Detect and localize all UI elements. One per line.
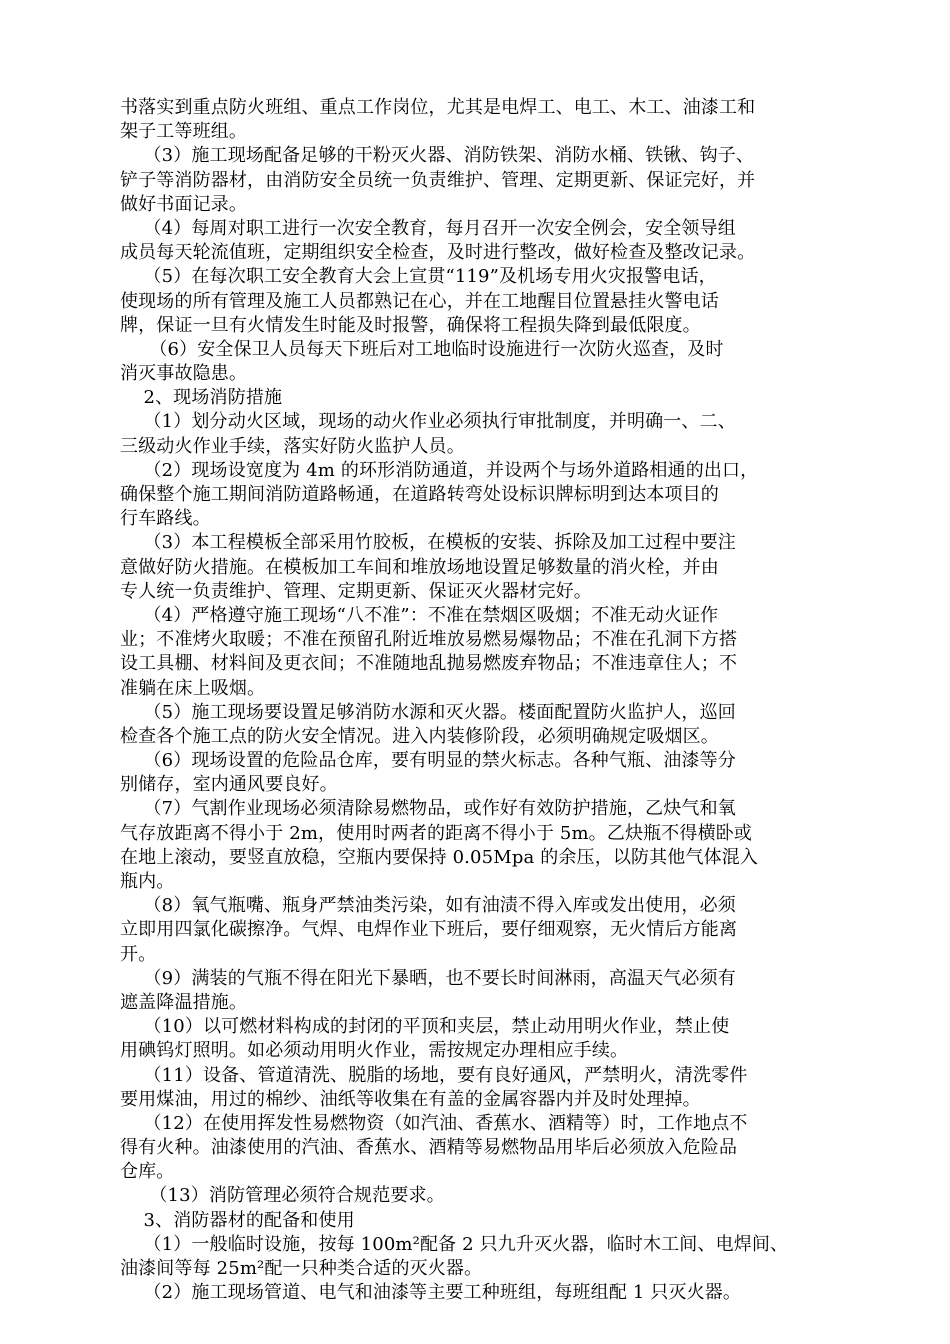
text-line: （12）在使用挥发性易燃物资（如汽油、香蕉水、酒精等）时，工作地点不	[120, 1112, 748, 1134]
text-line: （6）安全保卫人员每天下班后对工地临时设施进行一次防火巡查，及时	[120, 338, 724, 360]
text-line: （8）氧气瓶嘴、瓶身严禁油类污染，如有油渍不得入库或发出使用，必须	[120, 895, 736, 917]
text-line: 确保整个施工期间消防道路畅通，在道路转弯处设标识牌标明到达本项目的	[120, 484, 719, 505]
text-line: （9）满装的气瓶不得在阳光下暴晒，也不要长时间淋雨，高温天气必须有	[120, 967, 736, 989]
text-line: 使现场的所有管理及施工人员都熟记在心，并在工地醒目位置悬挂火警电话	[120, 290, 719, 312]
text-line: （10）以可燃材料构成的封闭的平顶和夹层，禁止动用明火作业，禁止使	[120, 1016, 730, 1038]
text-line: （3）本工程模板全部采用竹胶板，在模板的安装、拆除及加工过程中要注	[120, 532, 736, 554]
text-line: 书落实到重点防火班组、重点工作岗位，尤其是电焊工、电工、木工、油漆工和	[120, 97, 756, 118]
text-line: （3）施工现场配备足够的干粉灭火器、消防铁架、消防水桶、铁锹、钩子、	[120, 145, 755, 167]
text-line: 瓶内。	[120, 871, 175, 892]
document-body	[120, 96, 860, 1305]
text-line: 要用煤油，用过的棉纱、油纸等收集在有盖的金属容器内并及时处理掉。	[120, 1088, 701, 1110]
text-line: 2、现场消防措施	[120, 387, 283, 409]
text-line: （11）设备、管道清洗、脱脂的场地，要有良好通风，严禁明火，清洗零件	[120, 1064, 748, 1086]
text-line: （2）现场设宽度为 4m 的环形消防通道，并设两个与场外道路相通的出口，	[120, 459, 759, 481]
text-line: 专人统一负责维护、管理、定期更新、保证灭火器材完好。	[120, 580, 592, 602]
text-line: （1）一般临时设施，按每 100m²配备 2 只九升灭火器，临时木工间、电焊间、	[120, 1233, 789, 1255]
text-line: 仓库。	[120, 1161, 175, 1183]
text-line: 铲子等消防器材，由消防安全员统一负责维护、管理、定期更新、保证完好，并	[120, 169, 756, 191]
text-line: 3、消防器材的配备和使用	[120, 1209, 355, 1231]
text-line: 在地上滚动，要竖直放稳，空瓶内要保持 0.05Mpa 的余压，以防其他气体混入	[120, 846, 759, 868]
text-line: 检查各个施工点的防火安全情况。进入内装修阶段，必须明确规定吸烟区。	[120, 725, 719, 747]
text-line: 做好书面记录。	[120, 193, 248, 215]
text-line: 别储存，室内通风要良好。	[120, 774, 338, 796]
text-line: 遮盖降温措施。	[120, 991, 248, 1013]
text-line: 三级动火作业手续，落实好防火监护人员。	[120, 435, 465, 457]
text-line: （7）气割作业现场必须清除易燃物品，或作好有效防护措施，乙炔气和氧	[120, 798, 736, 820]
text-line: （4）严格遵守施工现场“八不准”：不准在禁烟区吸烟；不准无动火证作	[120, 604, 719, 626]
text-line: 准躺在床上吸烟。	[120, 677, 266, 699]
text-line: 立即用四氯化碳擦净。气焊、电焊作业下班后，要仔细观察，无火情后方能离	[120, 919, 738, 941]
text-line: （4）每周对职工进行一次安全教育，每月召开一次安全例会，安全领导组	[120, 217, 736, 239]
text-line: 架子工等班组。	[120, 121, 248, 143]
text-line: 业；不准烤火取暖；不准在预留孔附近堆放易燃易爆物品；不准在孔洞下方搭	[120, 629, 738, 651]
text-line: 牌，保证一旦有火情发生时能及时报警，确保将工程损失降到最低限度。	[120, 314, 701, 336]
text-line: 得有火种。油漆使用的汽油、香蕉水、酒精等易燃物品用毕后必须放入危险品	[120, 1137, 738, 1159]
text-line: 行车路线。	[120, 508, 211, 530]
text-line: 设工具棚、材料间及更衣间；不准随地乱抛易燃废弃物品；不准违章住人；不	[120, 653, 738, 675]
text-line: （13）消防管理必须符合规范要求。	[120, 1185, 445, 1207]
text-line: 意做好防火措施。在模板加工车间和堆放场地设置足够数量的消火栓，并由	[120, 556, 719, 578]
text-line: （1）划分动火区域，现场的动火作业必须执行审批制度，并明确一、二、	[120, 411, 736, 433]
text-line: （5）在每次职工安全教育大会上宣贯“119”及机场专用火灾报警电话，	[120, 266, 717, 288]
text-line: 成员每天轮流值班，定期组织安全检查，及时进行整改，做好检查及整改记录。	[120, 242, 756, 264]
text-line: 油漆间等每 25m²配一只种类合适的灭火器。	[120, 1258, 483, 1279]
text-line: 气存放距离不得小于 2m，使用时两者的距离不得小于 5m。乙炔瓶不得横卧或	[120, 822, 753, 844]
text-line: （5）施工现场要设置足够消防水源和灭火器。楼面配置防火监护人，巡回	[120, 701, 736, 723]
text-line: （6）现场设置的危险品仓库，要有明显的禁火标志。各种气瓶、油漆等分	[120, 750, 736, 772]
text-line: 用碘钨灯照明。如必须动用明火作业，需按规定办理相应手续。	[120, 1040, 629, 1062]
text-line: （2）施工现场管道、电气和油漆等主要工种班组，每班组配 1 只灭火器。	[120, 1282, 742, 1304]
text-line: 开。	[120, 943, 157, 965]
text-line: 消灭事故隐患。	[120, 363, 248, 385]
